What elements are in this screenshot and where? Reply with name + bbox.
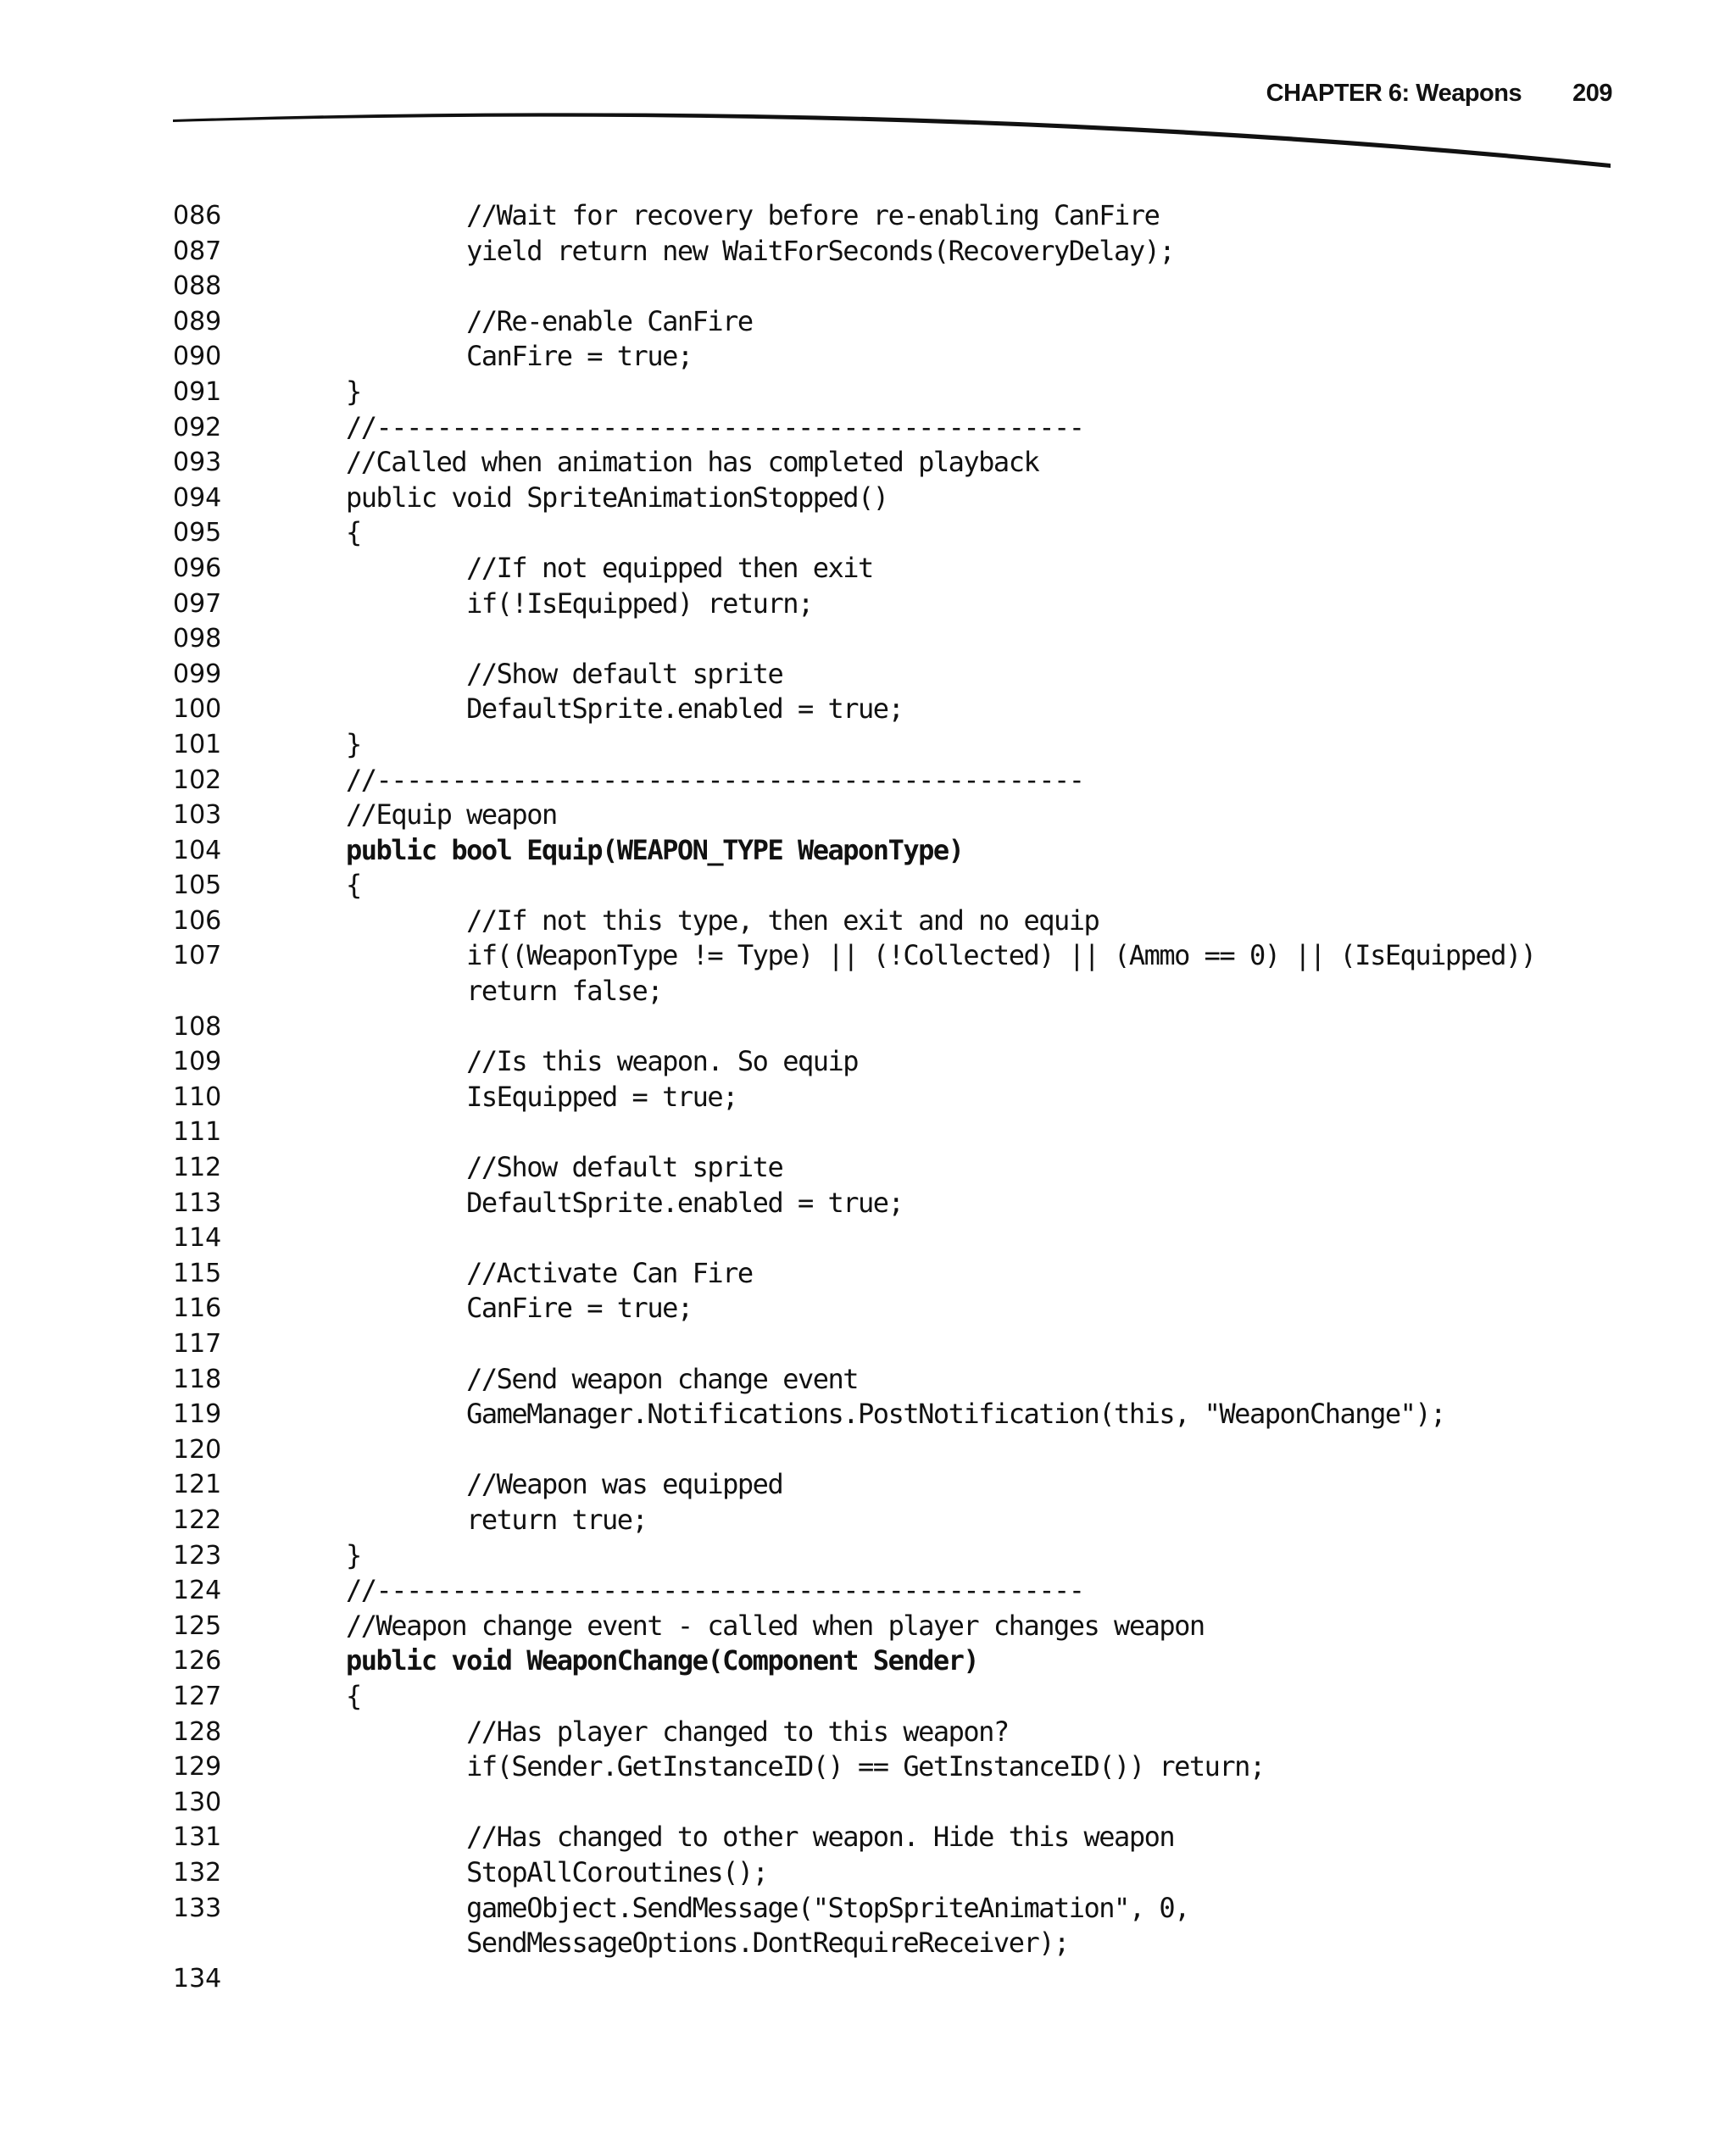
line-number: 109: [173, 1047, 222, 1077]
line-number: 120: [173, 1434, 222, 1465]
line-number: 106: [173, 905, 222, 936]
code-line: [0, 481, 1736, 516]
code-line: [0, 1679, 1736, 1715]
code-line: [0, 938, 1736, 974]
code-line: [0, 1291, 1736, 1326]
line-number: 111: [173, 1117, 222, 1148]
code-line: [0, 1749, 1736, 1785]
line-number: 101: [173, 729, 222, 759]
code-text: }: [346, 1538, 361, 1571]
header-swoosh-rule: [0, 0, 1736, 186]
line-number: 133: [173, 1893, 222, 1923]
line-number: 096: [173, 553, 222, 583]
line-number: 113: [173, 1187, 222, 1218]
code-text: //Re-enable CanFire: [346, 304, 753, 337]
line-number: 086: [173, 201, 222, 231]
line-number: 123: [173, 1540, 222, 1571]
line-number: 091: [173, 376, 222, 407]
code-line: [0, 304, 1736, 340]
code-text: //Wait for recovery before re-enabling CanFire: [346, 199, 1160, 231]
code-text: StopAllCoroutines();: [346, 1855, 768, 1888]
code-text: SendMessageOptions.DontRequireReceiver);: [346, 1927, 1069, 1960]
code-text: }: [346, 375, 361, 408]
code-text: //Has changed to other weapon. Hide this weapon: [346, 1821, 1175, 1854]
code-line: [0, 1715, 1736, 1750]
code-line: [0, 763, 1736, 798]
code-text: public void SpriteAnimationStopped(): [346, 481, 888, 514]
code-text: }: [346, 727, 361, 760]
code-text: //Weapon was equipped: [346, 1468, 783, 1501]
line-number: 087: [173, 236, 222, 266]
code-line: [0, 1643, 1736, 1679]
line-number: 104: [173, 835, 222, 865]
code-line: [0, 1044, 1736, 1080]
code-line: [0, 1326, 1736, 1362]
line-number: 128: [173, 1716, 222, 1747]
code-line: [0, 1362, 1736, 1398]
code-text: //Has player changed to this weapon?: [346, 1715, 1009, 1748]
line-number: 098: [173, 624, 222, 654]
line-number: 129: [173, 1752, 222, 1782]
code-text: //Send weapon change event: [346, 1362, 859, 1395]
code-line: [0, 833, 1736, 869]
code-text: //-----------------------------------------------: [346, 1574, 1084, 1607]
code-text: return false;: [346, 975, 663, 1008]
code-line: [0, 551, 1736, 587]
line-number: 092: [173, 412, 222, 442]
code-text: gameObject.SendMessage("StopSpriteAnimation", 0,: [346, 1891, 1189, 1924]
chapter-title: CHAPTER 6: Weapons: [1266, 80, 1522, 107]
code-text: //Show default sprite: [346, 657, 783, 690]
code-text: //Show default sprite: [346, 1151, 783, 1184]
line-number: 099: [173, 659, 222, 689]
code-text: yield return new WaitForSeconds(RecoveryDelay);: [346, 234, 1175, 267]
line-number: 122: [173, 1504, 222, 1535]
code-line: [0, 1926, 1736, 1961]
code-text: {: [346, 1679, 361, 1712]
code-line: [0, 692, 1736, 727]
code-line: [0, 1397, 1736, 1432]
code-line: [0, 339, 1736, 375]
code-text: //Weapon change event - called when player changes weapon: [346, 1609, 1205, 1642]
code-line: [0, 1221, 1736, 1256]
line-number: 100: [173, 694, 222, 725]
code-text: {: [346, 516, 361, 549]
code-line: [0, 1573, 1736, 1609]
line-number: 116: [173, 1293, 222, 1324]
line-number: 114: [173, 1223, 222, 1254]
code-text: if(Sender.GetInstanceID() == GetInstanceID()) return;: [346, 1750, 1265, 1783]
code-text: public bool Equip(WEAPON_TYPE WeaponType): [346, 833, 964, 866]
line-number: 130: [173, 1787, 222, 1817]
line-number: 108: [173, 1011, 222, 1042]
line-number: 088: [173, 271, 222, 302]
code-line: [0, 727, 1736, 763]
code-line: [0, 587, 1736, 622]
code-line: [0, 1256, 1736, 1292]
line-number: 094: [173, 482, 222, 513]
code-text: DefaultSprite.enabled = true;: [346, 1186, 904, 1219]
code-text: public void WeaponChange(Component Sender): [346, 1644, 979, 1677]
code-line: [0, 904, 1736, 939]
code-line: [0, 410, 1736, 446]
code-line: [0, 198, 1736, 234]
line-number: 102: [173, 765, 222, 795]
code-text: if((WeaponType != Type) || (!Collected) || (Ammo == 0) || (IsEquipped)): [346, 939, 1536, 972]
line-number: 117: [173, 1329, 222, 1359]
code-line: [0, 1820, 1736, 1855]
code-line: [0, 1503, 1736, 1538]
code-line: [0, 1609, 1736, 1644]
line-number: 105: [173, 870, 222, 901]
code-line: [0, 1009, 1736, 1045]
code-text: return true;: [346, 1503, 648, 1536]
code-line: [0, 1538, 1736, 1574]
code-line: [0, 798, 1736, 833]
line-number: 107: [173, 941, 222, 971]
code-text: GameManager.Notifications.PostNotification(this, "WeaponChange");: [346, 1398, 1445, 1431]
code-listing: [0, 198, 1736, 1996]
code-line: [0, 621, 1736, 657]
line-number: 118: [173, 1364, 222, 1394]
line-number: 131: [173, 1822, 222, 1853]
code-line: [0, 375, 1736, 410]
code-line: [0, 1785, 1736, 1821]
code-text: //Is this weapon. So equip: [346, 1045, 859, 1078]
line-number: 126: [173, 1646, 222, 1677]
code-line: [0, 234, 1736, 270]
code-line: [0, 1961, 1736, 1997]
line-number: 090: [173, 342, 222, 372]
line-number: 112: [173, 1153, 222, 1183]
code-line: [0, 515, 1736, 551]
code-line: [0, 1467, 1736, 1503]
line-number: 127: [173, 1681, 222, 1711]
line-number: 115: [173, 1258, 222, 1288]
code-text: //-----------------------------------------------: [346, 763, 1084, 796]
code-text: //If not equipped then exit: [346, 551, 873, 584]
line-number: 121: [173, 1470, 222, 1500]
code-text: //Equip weapon: [346, 798, 557, 831]
code-text: //Called when animation has completed playback: [346, 446, 1039, 479]
code-line: [0, 269, 1736, 304]
code-text: DefaultSprite.enabled = true;: [346, 692, 904, 726]
code-line: [0, 445, 1736, 481]
line-number: 132: [173, 1857, 222, 1888]
code-line: [0, 657, 1736, 692]
code-text: if(!IsEquipped) return;: [346, 587, 813, 620]
line-number: 089: [173, 306, 222, 336]
code-text: CanFire = true;: [346, 340, 693, 373]
line-number: 119: [173, 1399, 222, 1430]
code-line: [0, 974, 1736, 1009]
code-text: //Activate Can Fire: [346, 1256, 753, 1289]
code-text: //-----------------------------------------------: [346, 410, 1084, 443]
code-line: [0, 1891, 1736, 1927]
line-number: 095: [173, 518, 222, 548]
line-number: 097: [173, 588, 222, 619]
code-line: [0, 1080, 1736, 1115]
line-number: 110: [173, 1082, 222, 1112]
line-number: 093: [173, 448, 222, 478]
code-line: [0, 1150, 1736, 1186]
code-text: CanFire = true;: [346, 1292, 693, 1325]
page-number: 209: [1572, 80, 1612, 107]
code-line: [0, 1855, 1736, 1891]
code-text: //If not this type, then exit and no equip: [346, 904, 1099, 937]
code-line: [0, 1115, 1736, 1150]
code-line: [0, 868, 1736, 904]
code-text: IsEquipped = true;: [346, 1080, 737, 1113]
line-number: 125: [173, 1610, 222, 1641]
line-number: 103: [173, 800, 222, 831]
code-line: [0, 1432, 1736, 1468]
code-line: [0, 1186, 1736, 1221]
line-number: 134: [173, 1963, 222, 1994]
line-number: 124: [173, 1576, 222, 1606]
code-text: {: [346, 869, 361, 902]
